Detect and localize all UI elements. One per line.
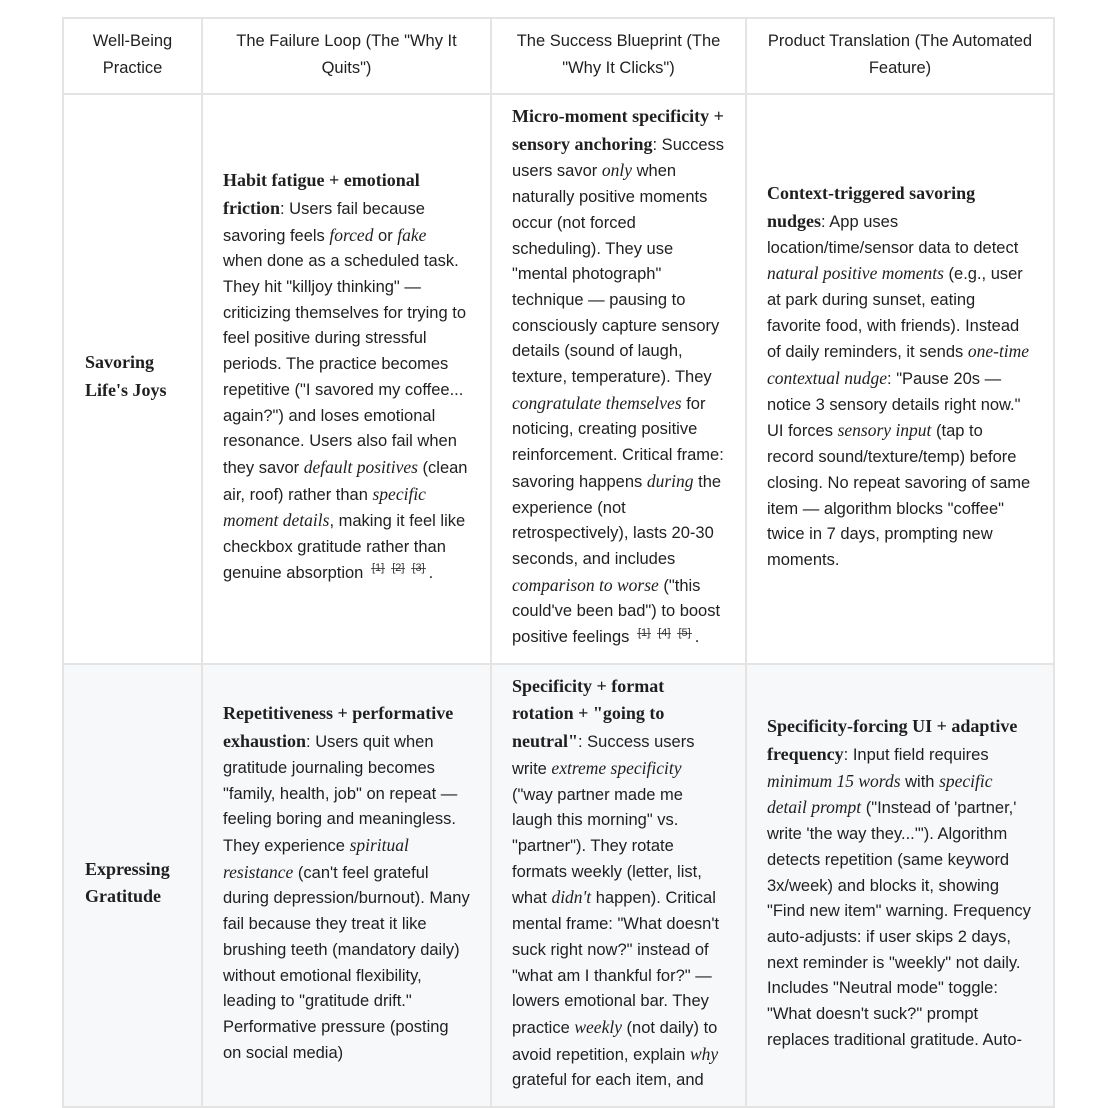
- header-practice: Well-Being Practice: [63, 18, 202, 94]
- emphasis-text: forced: [329, 224, 374, 245]
- emphasis-text: comparison to worse: [512, 574, 659, 595]
- body-text: (not daily) to avoid repetition, explain: [512, 1018, 718, 1064]
- body-text: for noticing, creating positive reinforcement. Critical frame: savoring happens: [512, 394, 724, 491]
- bold-lead: Micro-moment specificity + sensory anchoring: [512, 106, 724, 154]
- body-text: .: [428, 563, 434, 582]
- citation-link[interactable]: [1]: [371, 562, 385, 575]
- citation-link[interactable]: [1]: [638, 626, 651, 639]
- emphasis-text: specific moment details: [223, 483, 426, 531]
- emphasis-text: spiritual resistance: [223, 834, 409, 882]
- comparison-table: [62, 17, 1055, 1108]
- emphasis-text: one-time contextual nudge: [767, 341, 1030, 389]
- body-text: : Users quit when gratitude journaling becomes "family, health, job" on repeat — feeling boring and meaningless. They experience: [223, 733, 458, 855]
- body-text: ("way partner made me laugh this morning" vs. "partner"). They rotate formats weekly (letter, list, what: [512, 785, 702, 908]
- emphasis-text: specific detail prompt: [767, 770, 993, 818]
- body-text: or: [373, 226, 398, 245]
- emphasis-text: didn't: [551, 887, 592, 908]
- success-cell: [491, 94, 746, 664]
- body-text: : Input field requires: [843, 746, 989, 765]
- body-text: ("Instead of 'partner,' write 'the way they...'"). Algorithm detects repetition (same keyword 3x/week) and blocks it, showing "Find new item" warning. Frequency auto-adjusts: if user skips 2 days, next reminder is "weekly" not daily. Includes "Neutral mode" toggle: "What doesn't suck?" prompt replaces traditional gratitude. Auto-: [767, 799, 1031, 1049]
- header-product-translation: Product Translation (The Automated Feature): [746, 18, 1054, 94]
- emphasis-text: weekly: [574, 1016, 622, 1037]
- body-text: grateful for each item, and: [512, 1071, 704, 1090]
- success-cell: [491, 664, 746, 1107]
- emphasis-text: during: [646, 470, 694, 491]
- bold-lead: Specificity-forcing UI + adaptive frequency: [767, 716, 1018, 765]
- practice-cell: [63, 94, 202, 664]
- body-text: : App uses location/time/sensor data to detect: [767, 212, 1019, 257]
- body-text: happen). Critical mental frame: "What doesn't suck right now?" instead of "what am I thankful for?" — lowers emotional bar. They practice: [512, 889, 720, 1037]
- citation-link[interactable]: [4]: [658, 626, 671, 639]
- citation-link[interactable]: [3]: [412, 562, 425, 575]
- header-success-blueprint: The Success Blueprint (The "Why It Clicks"): [491, 18, 746, 94]
- emphasis-text: extreme specificity: [551, 757, 682, 778]
- failure-cell: [202, 664, 491, 1107]
- body-text: (tap to record sound/texture/temp) before closing. No repeat savoring of same item — algorithm blocks "coffee" twice in 7 days, prompting new moments.: [767, 422, 1031, 569]
- citation-link[interactable]: [2]: [392, 562, 405, 575]
- bold-lead: Repetitiveness + performative exhaustion: [223, 703, 454, 752]
- product-cell: [746, 664, 1054, 1107]
- header-row: [63, 18, 1054, 94]
- emphasis-text: sensory input: [837, 420, 932, 441]
- bold-lead: Specificity + format rotation + "going to neutral": [512, 675, 665, 752]
- header-failure-loop: The Failure Loop (The "Why It Quits"): [202, 18, 491, 94]
- body-text: with: [900, 772, 940, 791]
- emphasis-text: only: [601, 160, 633, 181]
- emphasis-text: why: [689, 1043, 719, 1064]
- body-text: : "Pause 20s — notice 3 sensory details right now." UI forces: [767, 370, 1021, 441]
- body-text: ("this could've been bad") to boost positive feelings: [512, 576, 721, 647]
- body-text: when naturally positive moments occur (not forced scheduling). They use "mental photograph" technique — pausing to consciously capture sensory details (sound of laugh, texture, temperature). They: [512, 162, 720, 387]
- table-row: [63, 664, 1054, 1107]
- body-text: : Success users write: [512, 733, 695, 778]
- practice-cell: [63, 664, 202, 1107]
- emphasis-text: fake: [397, 224, 427, 245]
- body-text: , making it feel like checkbox gratitude rather than genuine absorption: [223, 512, 466, 582]
- body-text: : Success users savor: [512, 135, 725, 181]
- body-text: (e.g., user at park during sunset, eating favorite food, with friends). Instead of daily reminders, it sends: [767, 265, 1023, 362]
- body-text: (clean air, roof) rather than: [223, 458, 468, 504]
- table-row: [63, 94, 1054, 664]
- product-cell: [746, 94, 1054, 664]
- body-text: : Users fail because savoring feels: [223, 199, 425, 245]
- practice-name: Savoring Life's Joys: [85, 352, 167, 400]
- emphasis-text: default positives: [303, 456, 418, 477]
- emphasis-text: congratulate themselves: [512, 392, 682, 413]
- citation-link[interactable]: [5]: [678, 626, 691, 639]
- emphasis-text: minimum 15 words: [767, 770, 901, 791]
- body-text: the experience (not retrospectively), lasts 20-30 seconds, and includes: [512, 472, 722, 568]
- bold-lead: Context-triggered savoring nudges: [767, 183, 976, 231]
- emphasis-text: natural positive moments: [767, 263, 944, 284]
- practice-name: Expressing Gratitude: [85, 858, 170, 907]
- body-text: .: [694, 628, 700, 647]
- bold-lead: Habit fatigue + emotional friction: [223, 170, 420, 218]
- body-text: (can't feel grateful during depression/burnout). Many fail because they treat it like brushing teeth (mandatory daily) without emotional flexibility, leading to "gratitude drift." Performative pressure (posting on social media): [223, 863, 470, 1062]
- failure-cell: [202, 94, 491, 664]
- body-text: when done as a scheduled task. They hit "killjoy thinking" — criticizing themselves for trying to feel positive during stressful periods. The practice becomes repetitive ("I savored my coffee... again?") and loses emotional resonance. Users also fail when they savor: [223, 252, 466, 477]
